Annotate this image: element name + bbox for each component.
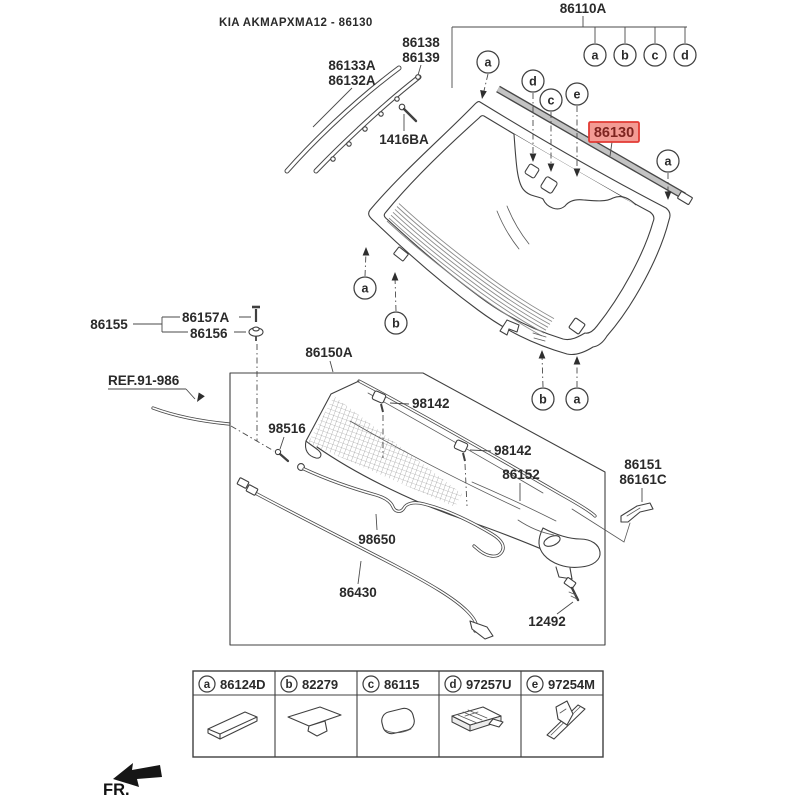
label-86151: 86151 (624, 457, 662, 472)
label-98142-1: 98142 (412, 396, 450, 411)
legend-part-97257U: 97257U (466, 677, 512, 692)
svg-text:c: c (547, 93, 555, 108)
label-ref: REF.91-986 (108, 373, 180, 388)
callout-c-top (644, 44, 666, 66)
label-98516: 98516 (268, 421, 306, 436)
callout-d-top (674, 44, 696, 66)
callout-a-left (354, 277, 376, 299)
svg-text:c: c (651, 48, 659, 63)
callout-a-topleft (477, 51, 499, 73)
svg-text:a: a (573, 392, 581, 407)
label-86161C: 86161C (619, 472, 667, 487)
legend-part-86124D: 86124D (220, 677, 266, 692)
legend-part-97254M: 97254M (548, 677, 595, 692)
label-86150A: 86150A (305, 345, 353, 360)
svg-text:a: a (361, 281, 369, 296)
label-86138: 86138 (402, 35, 440, 50)
label-98142-2: 98142 (494, 443, 532, 458)
svg-text:d: d (681, 48, 689, 63)
legend-letter-c: c (367, 679, 375, 692)
label-86139: 86139 (402, 50, 440, 65)
callout-b-left (385, 312, 407, 334)
callout-a-top (584, 44, 606, 66)
label-1416BA: 1416BA (379, 132, 429, 147)
legend-part-82279: 82279 (302, 677, 339, 692)
legend-letter-a: a (203, 679, 211, 692)
diagram-title: KIA AKMAPXMA12 - 86130 (219, 17, 373, 29)
svg-text:e: e (573, 87, 581, 102)
svg-text:b: b (392, 316, 400, 331)
svg-text:b: b (621, 48, 629, 63)
label-86430: 86430 (339, 585, 377, 600)
callout-e-glass (566, 83, 588, 105)
legend-letter-d: d (449, 679, 457, 692)
label-86133A: 86133A (328, 58, 376, 73)
fr-label: FR. (103, 781, 130, 799)
svg-text:a: a (591, 48, 599, 63)
label-86155: 86155 (90, 317, 128, 332)
legend-letter-b: b (285, 679, 293, 692)
label-86156: 86156 (190, 326, 228, 341)
label-86152: 86152 (502, 467, 540, 482)
callout-a-right (657, 150, 679, 172)
svg-text:a: a (664, 154, 672, 169)
svg-text:a: a (484, 55, 492, 70)
svg-text:b: b (539, 392, 547, 407)
label-86157A: 86157A (182, 310, 230, 325)
legend-letter-e: e (531, 679, 539, 692)
highlight-label[interactable]: 86130 (593, 125, 635, 141)
label-86110A: 86110A (559, 1, 607, 16)
label-86132A: 86132A (328, 73, 376, 88)
label-12492: 12492 (528, 614, 566, 629)
legend-part-86115: 86115 (384, 677, 420, 692)
callout-c-glass (540, 89, 562, 111)
callout-a-bottom (566, 388, 588, 410)
callout-b-top (614, 44, 636, 66)
svg-text:d: d (529, 74, 537, 89)
label-98650: 98650 (358, 532, 396, 547)
callout-d-glass (522, 70, 544, 92)
callout-b-bottom (532, 388, 554, 410)
